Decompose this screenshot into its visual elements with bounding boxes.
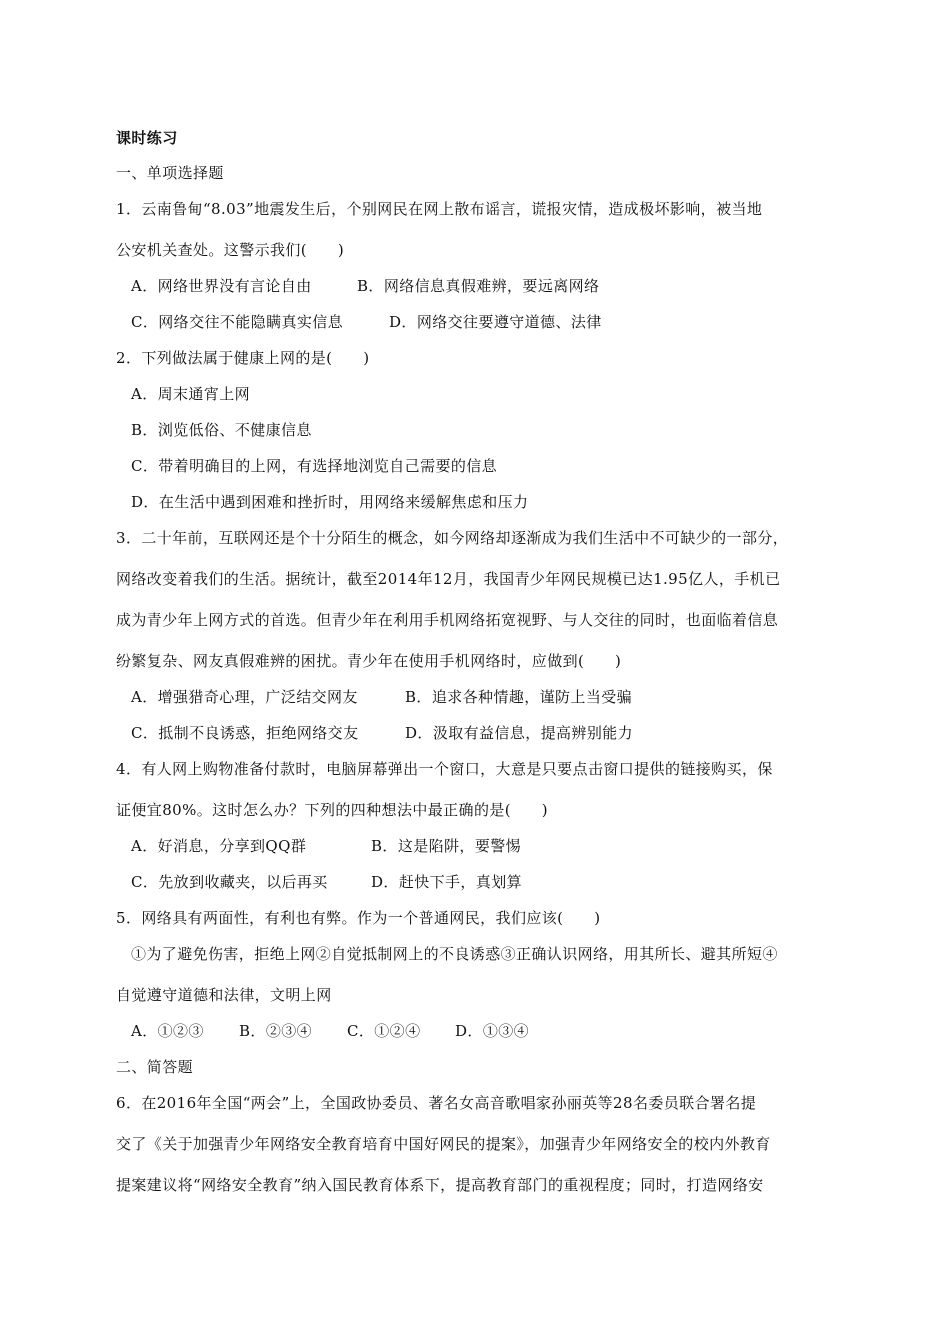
question-3-line-2: 网络改变着我们的生活。据统计，截至2014年12月，我国青少年网民规模已达1.95亿人，手机已 — [116, 570, 781, 588]
question-6-line-3: 提案建议将“网络安全教育”纳入国民教育体系下，提高教育部门的重视程度；同时，打造网络安 — [116, 1176, 764, 1194]
question-1-line-2: 公安机关查处。这警示我们( ) — [116, 241, 345, 259]
question-4-option-c: C．先放到收藏夹，以后再买 — [131, 873, 328, 891]
question-4-line-2: 证便宜80%。这时怎么办？下列的四种想法中最正确的是( ) — [116, 801, 549, 819]
question-4-option-a: A．好消息，分享到QQ群 — [131, 837, 307, 855]
question-3-option-a: A．增强猎奇心理，广泛结交网友 — [131, 688, 358, 706]
question-3-options-row-1 — [131, 687, 632, 707]
question-5-line-1: 5．网络具有两面性，有利也有弊。作为一个普通网民，我们应该( ) — [116, 909, 601, 927]
question-3-option-b: B．追求各种情趣，谨防上当受骗 — [405, 688, 633, 706]
question-3-option-c: C．抵制不良诱惑，拒绝网络交友 — [131, 724, 359, 742]
question-2-option-d: D．在生活中遇到困难和挫折时，用网络来缓解焦虑和压力 — [131, 493, 529, 511]
question-1-option-a: A．网络世界没有言论自由 — [131, 277, 312, 295]
question-3-line-4: 纷繁复杂、网友真假难辨的困扰。青少年在使用手机网络时，应做到( ) — [116, 652, 622, 670]
question-5-option-d: D．①③④ — [455, 1022, 530, 1040]
question-4-line-1: 4．有人网上购物准备付款时，电脑屏幕弹出一个窗口，大意是只要点击窗口提供的链接购买，保 — [116, 760, 773, 778]
question-1-line-1: 1．云南鲁甸“8.03”地震发生后，个别网民在网上散布谣言，谎报灾情，造成极坏影响，被当地 — [116, 200, 763, 218]
question-3-line-1: 3．二十年前，互联网还是个十分陌生的概念，如今网络却逐渐成为我们生活中不可缺少的一部分， — [116, 529, 789, 547]
question-1-option-d: D．网络交往要遵守道德、法律 — [389, 313, 602, 331]
question-4-options-row-1 — [131, 836, 521, 856]
question-3-options-row-2 — [131, 723, 633, 743]
question-1-options-row-2 — [131, 312, 602, 332]
question-6-line-1: 6．在2016年全国“两会”上，全国政协委员、著名女高音歌唱家孙丽英等28名委员联合署名提 — [116, 1094, 757, 1112]
question-5-option-a: A．①②③ — [131, 1022, 204, 1040]
question-1-option-c: C．网络交往不能隐瞒真实信息 — [131, 313, 344, 331]
question-2-option-a: A．周末通宵上网 — [131, 385, 251, 403]
question-6-line-2: 交了《关于加强青少年网络安全教育培育中国好网民的提案》，加强青少年网络安全的校内外教育 — [116, 1135, 771, 1153]
question-4-option-b: B．这是陷阱，要警惕 — [371, 837, 522, 855]
question-5-statements-cont: 自觉遵守道德和法律，文明上网 — [116, 986, 332, 1004]
question-1-option-b: B．网络信息真假难辨，要远离网络 — [357, 277, 600, 295]
question-2-line-1: 2．下列做法属于健康上网的是( ) — [116, 349, 370, 367]
question-5-options-row — [131, 1021, 529, 1041]
question-5-option-c: C．①②④ — [347, 1022, 421, 1040]
question-3-option-d: D．汲取有益信息，提高辨别能力 — [405, 724, 634, 742]
question-1-options-row-1 — [131, 276, 599, 296]
section-heading-choice: 一、单项选择题 — [116, 164, 224, 182]
section-heading-short-answer: 二、简答题 — [116, 1058, 194, 1076]
question-5-option-b: B．②③④ — [239, 1022, 313, 1040]
page-title: 课时练习 — [116, 129, 178, 147]
question-3-line-3: 成为青少年上网方式的首选。但青少年在利用手机网络拓宽视野、与人交往的同时，也面临着信息 — [116, 611, 779, 629]
question-4-option-d: D．赶快下手，真划算 — [371, 873, 523, 891]
question-4-options-row-2 — [131, 872, 522, 892]
question-2-option-c: C．带着明确目的上网，有选择地浏览自己需要的信息 — [131, 457, 498, 475]
question-5-statements: ①为了避免伤害，拒绝上网②自觉抵制网上的不良诱惑③正确认识网络，用其所长、避其所短④ — [131, 945, 778, 963]
question-2-option-b: B．浏览低俗、不健康信息 — [131, 421, 312, 439]
